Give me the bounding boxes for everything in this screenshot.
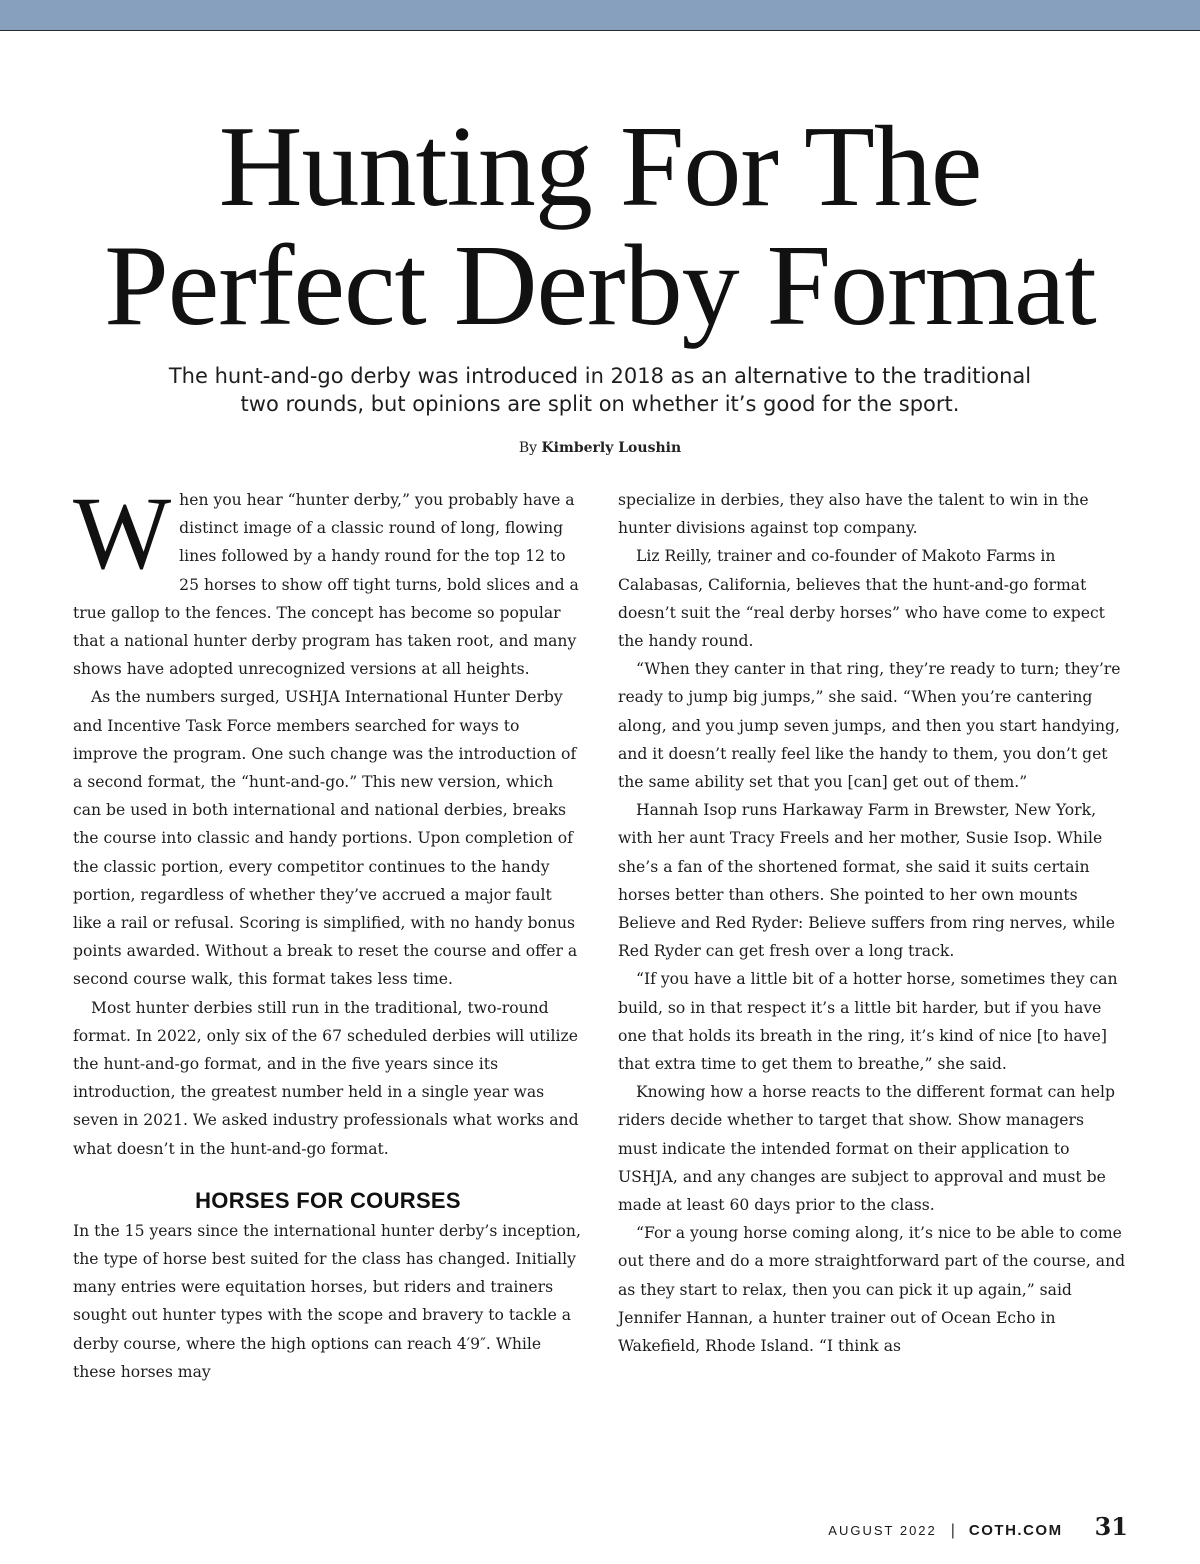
article-headline xyxy=(0,103,1200,350)
article-column-left xyxy=(73,476,583,1386)
byline-prefix: By xyxy=(518,440,538,456)
body-paragraph: specialize in derbies, they also have the talent to win in the hunter divisions against top company. xyxy=(618,491,1089,538)
top-color-band xyxy=(0,0,1200,31)
byline-author: Kimberly Loushin xyxy=(541,440,682,456)
site-name: COTH.COM xyxy=(968,1522,1063,1539)
body-paragraph xyxy=(73,476,583,683)
body-paragraph: In the 15 years since the international hunter derby’s inception, the type of horse best suited for the class has changed. Initially many entries were equitation horses, but riders and trainers sought out hunter types with the scope and bravery to tackle a derby course, where the high options can reach 4′9″. While these horses may xyxy=(73,1221,581,1381)
byline xyxy=(0,440,1200,456)
body-paragraph: As the numbers surged, USHJA International Hunter Derby and Incentive Task Force members searched for ways to improve the program. One such change was the introduction of a second format, the “hunt-and-go.” This new version, which can be used in both international and national derbies, breaks the course into classic and handy portions. Upon completion of the classic portion, every competitor continues to the handy portion, regardless of whether they’ve accrued a major fault like a rail or refusal. Scoring is simplified, with no handy bonus points awarded. Without a break to reset the course and offer a second course walk, this format takes less time. xyxy=(73,688,578,989)
headline-line-1: Hunting For The xyxy=(218,103,982,231)
article-column-right xyxy=(618,486,1128,1360)
issue-date: AUGUST 2022 xyxy=(828,1523,937,1538)
drop-cap: W xyxy=(73,476,172,591)
body-paragraph: “If you have a little bit of a hotter horse, sometimes they can build, so in that respect it’s a little bit harder, but if you have one that holds its breath in the ring, it’s kind of nice [to have] that extra time to get them to breathe,” she said. xyxy=(618,970,1118,1074)
page-number: 31 xyxy=(1094,1512,1128,1541)
body-paragraph: Most hunter derbies still run in the traditional, two-round format. In 2022, only six of the 67 scheduled derbies will utilize the hunt-and-go format, and in the five years since its introduction, the greatest number held in a single year was seven in 2021. We asked industry professionals what works and what doesn’t in the hunt-and-go format. xyxy=(73,998,579,1158)
body-paragraph: “When they canter in that ring, they’re ready to turn; they’re ready to jump big jumps,” she said. “When you’re cantering along, and you jump seven jumps, and then you start handying, and it doesn’t really feel like the handy to them, you don’t get the same ability set that you [can] get out of them.” xyxy=(618,660,1121,792)
headline-line-2: Perfect Derby Format xyxy=(104,222,1096,350)
body-paragraph: Hannah Isop runs Harkaway Farm in Brewster, New York, with her aunt Tracy Freels and her mother, Susie Isop. While she’s a fan of the shortened format, she said it suits certain horses better than others. She pointed to her own mounts Believe and Red Ryder: Believe suffers from ring nerves, while Red Ryder can get fresh over a long track. xyxy=(618,801,1115,961)
body-paragraph: Liz Reilly, trainer and co-founder of Makoto Farms in Calabasas, California, believes that the hunt-and-go format doesn’t suit the “real derby horses” who have come to expect the handy round. xyxy=(618,547,1105,651)
section-subhead: HORSES FOR COURSES xyxy=(195,1187,461,1213)
page-footer xyxy=(828,1512,1128,1541)
dek-line-2: two rounds, but opinions are split on whether it’s good for the sport. xyxy=(240,392,960,416)
dek-line-1: The hunt-and-go derby was introduced in 2018 as an alternative to the traditional xyxy=(168,364,1032,388)
body-paragraph: Knowing how a horse reacts to the different format can help riders decide whether to target that show. Show managers must indicate the intended format on their application to USHJA, and any changes are subject to approval and must be made at least 60 days prior to the class. xyxy=(618,1083,1115,1215)
body-paragraph: “For a young horse coming along, it’s nice to be able to come out there and do a more straightforward part of the course, and as they start to relax, then you can pick it up again,” said Jennifer Hannan, a hunter trainer out of Ocean Echo in Wakefield, Rhode Island. “I think as xyxy=(618,1224,1126,1356)
paragraph-text: hen you hear “hunter derby,” you probably have a distinct image of a classic round of long, flowing lines followed by a handy round for the top 12 to 25 horses to show off tight turns, bold slices and a true gallop to the fences. The concept has become so popular that a national hunter derby program has taken root, and many shows have adopted unrecognized versions at all heights. xyxy=(73,491,579,679)
footer-separator: | xyxy=(950,1522,955,1539)
article-dek xyxy=(60,362,1140,418)
